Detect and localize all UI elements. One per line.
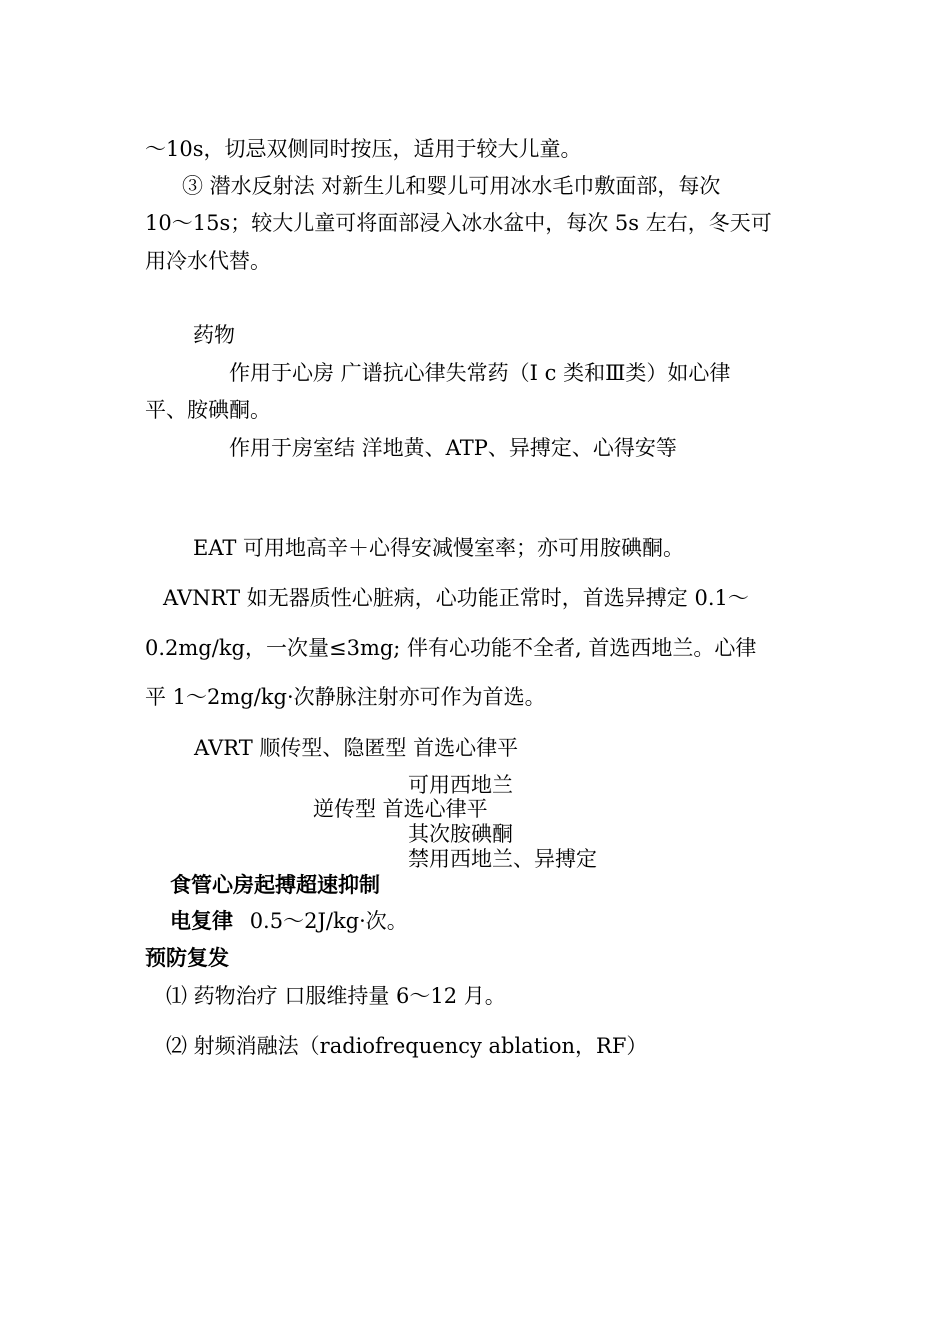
text-line: 平 1～2mg/kg·次静脉注射亦可作为首选。 (145, 685, 546, 709)
bold-heading: 预防复发 (145, 945, 229, 970)
text-line: 禁用西地兰、异搏定 (408, 847, 597, 871)
text-line: 10～15s；较大儿童可将面部浸入冰水盆中，每次 5s 左右，冬天可 (145, 211, 772, 235)
text-line (170, 908, 408, 934)
text-line: ③ 潜水反射法 对新生儿和婴儿可用冰水毛巾敷面部，每次 (182, 174, 721, 198)
text-line: ⑴ 药物治疗 口服维持量 6～12 月。 (166, 984, 506, 1008)
bold-heading: 食管心房起搏超速抑制 (170, 872, 380, 897)
text-line: AVRT 顺传型、隐匿型 首选心律平 (194, 736, 519, 760)
text-fragment: 0.5～2J/kg·次。 (249, 909, 408, 933)
text-line: 0.2mg/kg，一次量≤3mg; 伴有心功能不全者, 首选西地兰。心律 (145, 636, 757, 660)
text-line: 其次胺碘酮 (408, 822, 513, 846)
text-line: 用冷水代替。 (145, 249, 271, 273)
section-heading: 药物 (193, 323, 235, 347)
text-line: 可用西地兰 (408, 773, 513, 797)
text-line: ～10s，切忌双侧同时按压，适用于较大儿童。 (145, 137, 582, 161)
text-line: 作用于心房 广谱抗心律失常药（Ⅰ c 类和Ⅲ类）如心律 (229, 361, 731, 385)
text-line: ⑵ 射频消融法（radiofrequency ablation，RF） (166, 1034, 648, 1058)
text-line: 平、胺碘酮。 (145, 398, 271, 422)
text-line: 逆传型 首选心律平 (313, 797, 488, 821)
text-line: EAT 可用地高辛＋心得安减慢室率；亦可用胺碘酮。 (193, 536, 685, 560)
bold-heading: 电复律 (170, 908, 233, 933)
text-line: AVNRT 如无器质性心脏病，心功能正常时，首选异搏定 0.1～ (163, 586, 749, 610)
text-line: 作用于房室结 洋地黄、ATP、异搏定、心得安等 (229, 436, 677, 460)
